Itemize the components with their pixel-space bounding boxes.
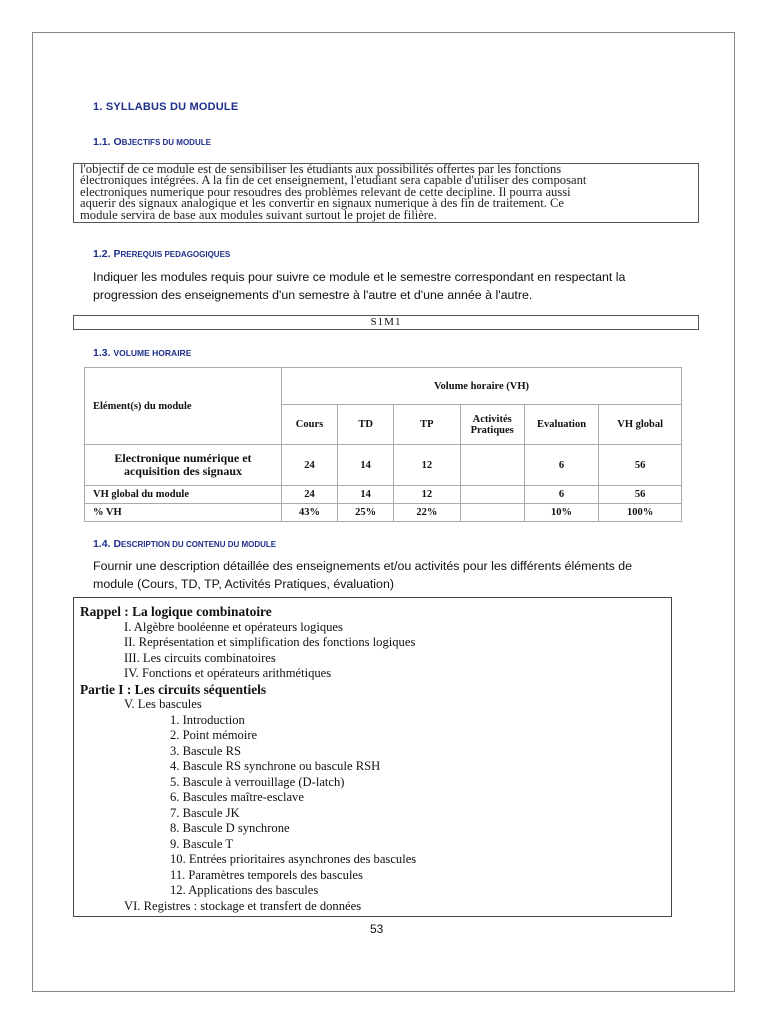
- content-subitem: 10. Entrées prioritaires asynchrones des bascules: [170, 852, 417, 866]
- row-label: Electronique numérique et acquisition des signaux: [85, 445, 282, 486]
- cell: 12: [394, 486, 460, 504]
- content-box: [73, 597, 672, 917]
- cell: 14: [338, 486, 394, 504]
- cell: 6: [524, 445, 598, 486]
- cell: 24: [281, 445, 337, 486]
- content-subitem: 12. Applications des bascules: [170, 883, 319, 897]
- content-subitem: 2. Point mémoire: [170, 728, 258, 742]
- header-evaluation: Evaluation: [524, 405, 598, 445]
- content-subitem: 11. Paramètres temporels des bascules: [170, 868, 363, 882]
- section-title-syllabus: 1. SYLLABUS DU MODULE: [93, 101, 239, 113]
- header-cours: Cours: [281, 405, 337, 445]
- section-title-volume: 1.3. VOLUME HORAIRE: [93, 347, 192, 359]
- header-volume-group: Volume horaire (VH): [281, 368, 681, 405]
- cell: 24: [281, 486, 337, 504]
- section-title-prerequis: 1.2. PREREQUIS PEDAGOGIQUES: [93, 248, 231, 260]
- table-row: [85, 445, 682, 486]
- content-subitem: 9. Bascule T: [170, 837, 234, 851]
- cell: [460, 486, 524, 504]
- content-subitem: 4. Bascule RS synchrone ou bascule RSH: [170, 759, 381, 773]
- volume-horaire-table: [84, 367, 682, 522]
- header-element: Elément(s) du module: [85, 368, 282, 445]
- cell: 56: [599, 486, 682, 504]
- row-label: % VH: [85, 504, 282, 522]
- cell: 22%: [394, 504, 460, 522]
- page-number: 53: [370, 922, 384, 936]
- content-subitem: 5. Bascule à verrouillage (D-latch): [170, 775, 345, 789]
- table-row: [85, 486, 682, 504]
- header-activites: Activités Pratiques: [460, 405, 524, 445]
- cell: 14: [338, 445, 394, 486]
- row-label: VH global du module: [85, 486, 282, 504]
- content-heading: Rappel : La logique combinatoire: [80, 604, 272, 619]
- objectives-line: l'objectif de ce module est de sensibiliser les étudiants aux possibilités offertes par les fonctions: [80, 163, 562, 176]
- content-subitem: 6. Bascules maître-esclave: [170, 790, 304, 804]
- cell: 10%: [524, 504, 598, 522]
- cell: 25%: [338, 504, 394, 522]
- content-heading: Partie I : Les circuits séquentiels: [80, 682, 267, 697]
- content-subitem: 1. Introduction: [170, 713, 245, 727]
- description-text: Fournir une description détaillée des enseignements et/ou activités pour les différents éléments de module (Cours, TD, TP, Activités Pratiques, évaluation): [93, 559, 633, 591]
- content-subitem: 8. Bascule D synchrone: [170, 821, 290, 835]
- cell: 12: [394, 445, 460, 486]
- content-subitem: 3. Bascule RS: [170, 744, 242, 758]
- objectives-line: module servira de base aux modules suivant surtout le projet de filière.: [80, 207, 437, 222]
- prerequis-module-box: S1M1: [73, 315, 699, 330]
- content-item: I. Algèbre booléenne et opérateurs logiques: [124, 620, 343, 634]
- cell: 100%: [599, 504, 682, 522]
- content-item: VI. Registres : stockage et transfert de données: [124, 899, 362, 913]
- cell: 6: [524, 486, 598, 504]
- content-item: IV. Fonctions et opérateurs arithmétiques: [124, 666, 332, 680]
- header-td: TD: [338, 405, 394, 445]
- objectives-line: électroniques intégrées. A la fin de cet enseignement, l'etudiant sera capable d'utiliser des composant: [80, 173, 587, 188]
- objectives-box: [73, 163, 699, 223]
- objectives-line: electroniques numerique pour resoudres des problèmes relevant de cette decipline. Il pourra aussi: [80, 184, 571, 199]
- content-item: V. Les bascules: [124, 697, 202, 711]
- header-vh-global: VH global: [599, 405, 682, 445]
- section-title-description: 1.4. DESCRIPTION DU CONTENU DU MODULE: [93, 538, 277, 550]
- content-subitem: 7. Bascule JK: [170, 806, 240, 820]
- objectives-line: aquerir des signaux analogique et les convertir en signaux numerique à des fin de traitement. Ce: [80, 196, 564, 211]
- section-title-objectifs: 1.1. OBJECTIFS DU MODULE: [93, 136, 211, 148]
- cell: 43%: [281, 504, 337, 522]
- prerequis-text: Indiquer les modules requis pour suivre ce module et le semestre correspondant en respectant la progression des enseignements d'un semestre à l'autre et d'une année à l'autre.: [93, 270, 626, 302]
- content-item: III. Les circuits combinatoires: [124, 651, 276, 665]
- table-row: [85, 504, 682, 522]
- content-item: II. Représentation et simplification des fonctions logiques: [124, 635, 416, 649]
- cell: 56: [599, 445, 682, 486]
- cell: [460, 504, 524, 522]
- cell: [460, 445, 524, 486]
- header-tp: TP: [394, 405, 460, 445]
